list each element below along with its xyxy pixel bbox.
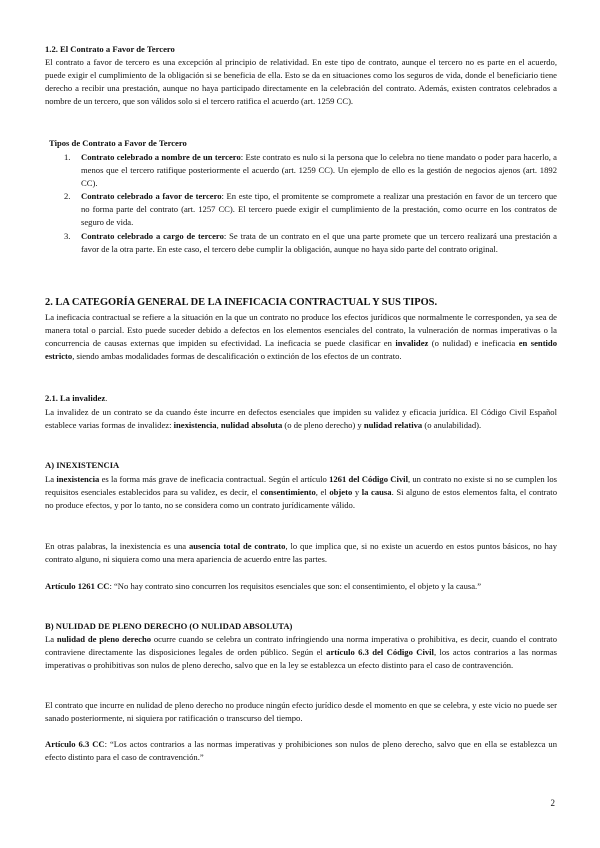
list-item — [64, 190, 557, 229]
list-item — [64, 151, 557, 190]
paragraph-inexistencia-2 — [45, 540, 557, 566]
text-run: La ineficacia contractual se refiere a la situación en la que un contrato no produce los efectos jurídicos que normalmente le corresponden, ya sea de manera total o parcial. Esto puede suceder debido a defectos en los elementos esenciales del contrato, la vulneración de normas imperativas o la concurrencia de causas externas que impiden su efectividad. La ineficacia se puede clasificar en — [45, 312, 557, 349]
page-number: 2 — [550, 798, 555, 808]
list-item-text: : Se trata de un contrato en el que una parte promete que un tercero realizará una prestación a favor de la otra parte. En este caso, el tercero debe cumplir la obligación, aunque no haya sido parte del contrato original. — [81, 230, 557, 254]
article-text: : “Los actos contrarios a las normas imperativas y prohibiciones son nulos de pleno derecho, salvo que en ella se establezca un efecto distinto para el caso de contravención.” — [45, 739, 558, 763]
text-run: es la forma más grave de ineficacia contractual. Según el artículo — [99, 474, 330, 484]
text-run: La — [45, 634, 57, 644]
list-number: 3. — [64, 230, 71, 241]
text-run: En otras palabras, la inexistencia es una — [45, 541, 189, 551]
text-run: y — [352, 487, 362, 498]
bold-term: 1261 del Código Civil — [329, 474, 408, 484]
subheading-types: Tipos de Contrato a Favor de Tercero — [49, 138, 187, 148]
text-run: , los actos contrarios a las normas imperativas o prohibitivas son nulos de pleno derecho, salvo que en la ley se establezca un efecto distinto para el caso de contravención. — [45, 647, 558, 671]
quote-article-1261 — [45, 580, 557, 593]
section-heading-2: 2. LA CATEGORÍA GENERAL DE LA INEFICACIA CONTRACTUAL Y SUS TIPOS. — [45, 297, 438, 308]
text-run: La invalidez de un contrato se da cuando éste incurre en defectos esenciales que impiden su validez y eficacia jurídica. El Código Civil Español establece varias formas de invalidez: — [45, 407, 557, 431]
bold-term: consentimiento — [260, 487, 316, 498]
bold-term: la causa — [361, 487, 392, 498]
bold-term: artículo 6.3 del Código Civil — [326, 647, 434, 658]
heading-text: 2.1. La invalidez — [45, 393, 106, 403]
list-item-title: Contrato celebrado a nombre de un tercero — [81, 152, 241, 162]
text-run: , siendo ambas modalidades formas de descalificación o extinción de los efectos de un contrato. — [72, 351, 402, 362]
text-run: La — [45, 474, 57, 484]
article-label: Artículo 1261 CC — [45, 581, 110, 591]
list-number: 1. — [64, 152, 71, 162]
list-item — [64, 230, 557, 256]
text-run: ocurre cuando se celebra un contrato infringiendo una norma imperativa o prohibitiva, es decir, cuando el contrato contraviene directamente las disposiciones legales de orden público. Según el — [45, 634, 557, 658]
text-run: . Si alguno de estos elementos falta, el contrato no produce efectos, y por lo tanto, no se considera como un contrato jurídicamente válido. — [45, 487, 557, 511]
text-run: , un contrato no existe si no se cumplen los requisitos esenciales establecidos para su validez, es decir, el — [45, 474, 557, 498]
types-list — [64, 151, 557, 256]
text-run: , — [216, 420, 221, 431]
bold-term: objeto — [329, 487, 353, 498]
bold-term: nulidad absoluta — [220, 420, 283, 431]
list-item-title: Contrato celebrado a favor de tercero — [81, 191, 222, 202]
heading-nulidad: B) NULIDAD DE PLENO DERECHO (O NULIDAD ABSOLUTA) — [45, 621, 293, 631]
text-run: (o anulabilidad). — [422, 420, 482, 431]
bold-term: nulidad de pleno derecho — [56, 634, 152, 644]
article-text: : “No hay contrato sino concurren los requisitos esenciales que son: el consentimiento, el objeto y la causa.” — [109, 581, 482, 591]
text-run: , lo que implica que, si no existe un acuerdo en estos puntos básicos, no hay contrato alguno, ni siquiera como una mera apariencia de acuerdo entre las partes. — [45, 541, 557, 565]
heading-tail: . — [105, 393, 108, 403]
list-item-text: : Este contrato es nulo si la persona que lo celebra no tiene mandato o poder para hacerlo, a menos que el tercero ratifique posteriormente el acuerdo (art. 1259 CC). Un ejemplo de ello es la gestión de negocios ajenos (art. 1892 CC). — [81, 152, 557, 189]
paragraph-ineficacia — [45, 311, 557, 363]
paragraph-inexistencia-1 — [45, 473, 557, 512]
bold-term: nulidad relativa — [363, 420, 423, 431]
paragraph-third-party-contract: El contrato a favor de tercero es una excepción al principio de relatividad. En este tipo de contrato, aunque el tercero no es parte en el acuerdo, puede exigir el cumplimiento de la obligación si se beneficia de ella. Esto se da en situaciones como los seguros de vida, donde el beneficiario tiene derecho a recibir una prestación, aunque no haya participado directamente en la celebración del contrato. Además, existen contratos celebrados a nombre de un tercero, que son válidos solo si el tercero ratifica el acuerdo (art. 1259 CC). — [45, 57, 557, 107]
list-number: 2. — [64, 191, 71, 202]
section-heading-1-2: 1.2. El Contrato a Favor de Tercero — [45, 44, 175, 54]
text-run: , el — [315, 487, 330, 498]
list-item-text: : En este tipo, el promitente se compromete a realizar una prestación en favor de un tercero que no forma parte del contrato (art. 1257 CC). El tercero puede exigir el cumplimiento de la prestación, como ocurre en los contratos de seguro de vida. — [81, 191, 557, 228]
heading-inexistencia: A) INEXISTENCIA — [45, 460, 120, 470]
bold-term: ausencia total de contrato — [188, 541, 286, 551]
paragraph-nulidad-1 — [45, 633, 557, 672]
paragraph-invalidez — [45, 406, 557, 432]
bold-term: en sentido estricto — [45, 338, 558, 362]
bold-term: inexistencia — [173, 420, 217, 431]
quote-article-6-3 — [45, 738, 557, 764]
bold-term: inexistencia — [56, 474, 100, 484]
text-run: (o de pleno derecho) y — [282, 420, 364, 431]
section-heading-2-1 — [45, 392, 107, 404]
text-run: (o nulidad) e ineficacia — [428, 338, 519, 349]
list-item-title: Contrato celebrado a cargo de tercero — [81, 230, 224, 241]
article-label: Artículo 6.3 CC — [45, 739, 105, 749]
bold-term: invalidez — [395, 338, 429, 349]
paragraph-nulidad-2: El contrato que incurre en nulidad de pleno derecho no produce ningún efecto jurídico desde el momento en que se celebra, y este vicio no puede ser sanado posteriormente, ni siquiera por ratificación o transcurso del tiempo. — [45, 700, 557, 724]
